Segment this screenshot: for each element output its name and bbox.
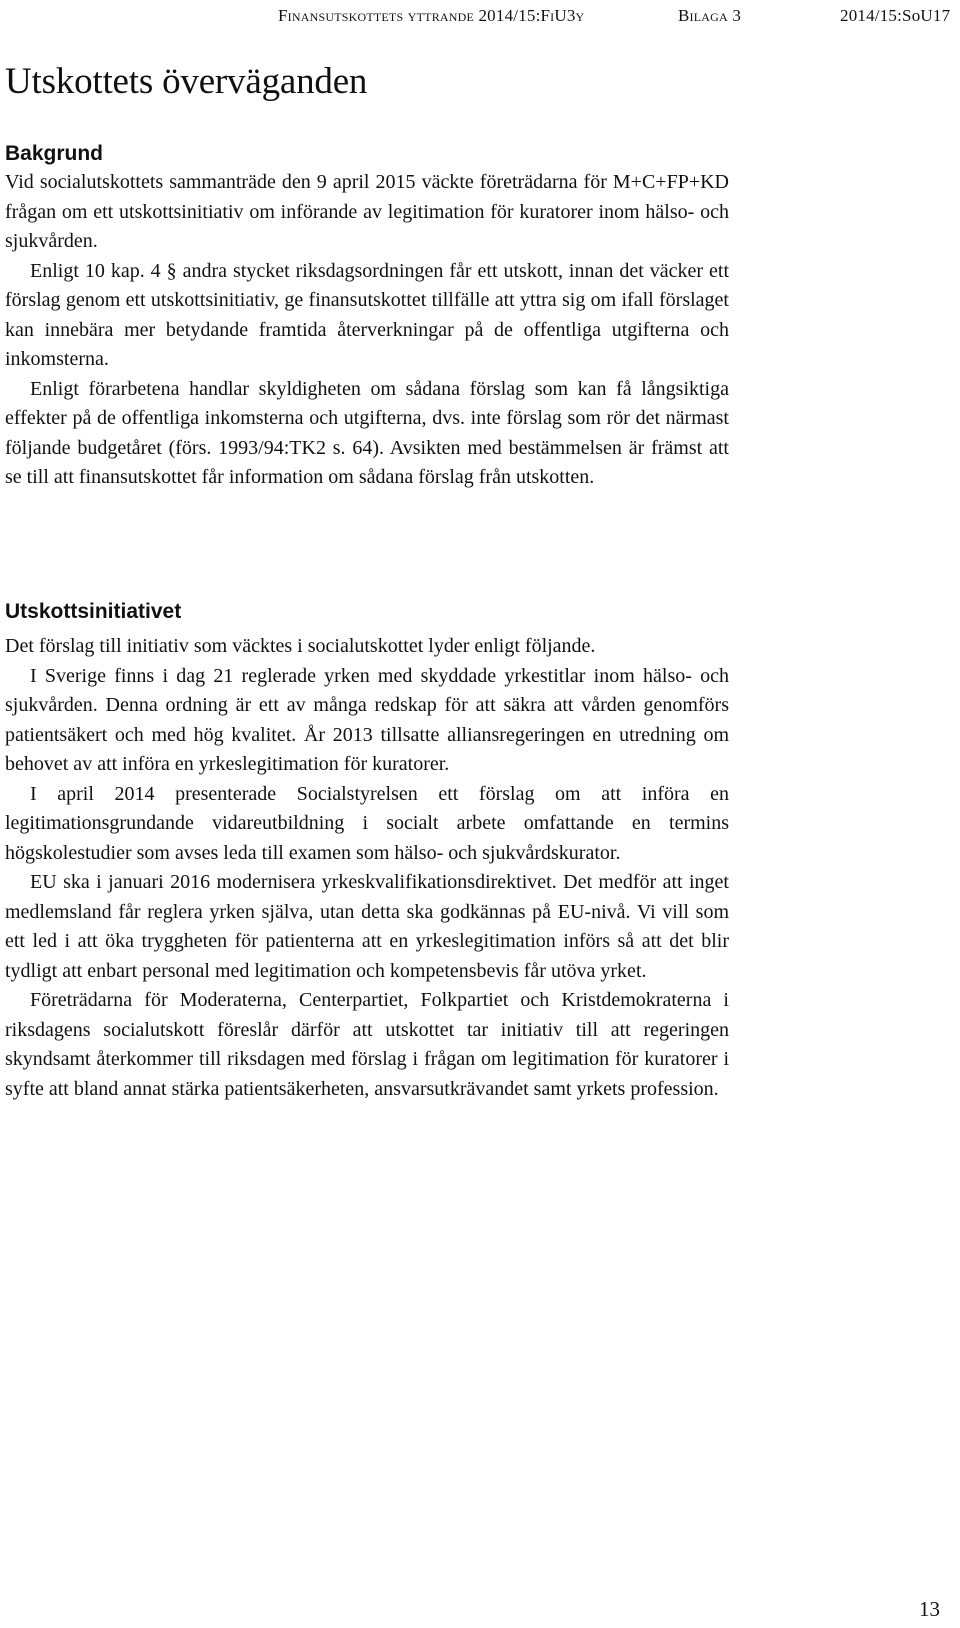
page-header [0, 6, 960, 36]
paragraph: Företrädarna för Moderaterna, Centerpartiet, Folkpartiet och Kristdemokraterna i riksdagens socialutskott föreslår därför att utskottet tar initiativ till att regeringen skyndsamt återkommer till riksdagen med förslag i frågan om legitimation för kuratorer i syfte att bland annat stärka patientsäkerheten, ansvarsutkrävandet samt yrkets profession. [5, 989, 729, 1100]
paragraph: I april 2014 presenterade Socialstyrelsen ett förslag om att införa en legitimationsgrundande vidareutbildning i socialt arbete omfattande en termins högskolestudier som avses leda till examen som hälso- och sjukvårdskurator. [5, 782, 729, 864]
section-bakgrund [5, 140, 729, 493]
header-appendix: Bilaga 3 [678, 6, 742, 25]
page-number: 13 [919, 1597, 940, 1621]
section-utskottsinitiativet [5, 598, 729, 1104]
paragraph: I Sverige finns i dag 21 reglerade yrken med skyddade yrkestitlar inom hälso- och sjukvården. Denna ordning är ett av många redskap för att säkra att vården genomförs patientsäkert och med hög kvalitet. År 2013 tillsatte alliansregeringen en utredning om behovet av att införa en yrkeslegitimation för kuratorer. [5, 664, 729, 775]
section-heading: Utskottsinitiativet [5, 600, 182, 623]
paragraph: Vid socialutskottets sammanträde den 9 april 2015 väckte företrädarna för M+C+FP+KD frågan om ett utskottsinitiativ om införande av legitimation för kuratorer inom hälso- och sjukvården. [5, 171, 729, 252]
header-report-number: 2014/15:SoU17 [840, 6, 951, 25]
page-title: Utskottets överväganden [5, 61, 368, 102]
paragraph: Enligt förarbetena handlar skyldigheten om sådana förslag som kan få långsiktiga effekter på de offentliga inkomsterna och utgifterna, dvs. inte förslag som rör det närmast följande budgetåret (förs. 1993/94:TK2 s. 64). Avsikten med bestämmelsen är främst att se till att finansutskottet får information om sådana förslag från utskotten. [5, 377, 729, 488]
header-publication: Finansutskottets yttrande 2014/15:FiU3y [278, 6, 585, 25]
section-heading: Bakgrund [5, 142, 104, 165]
paragraph: EU ska i januari 2016 modernisera yrkeskvalifikationsdirektivet. Det medför att inget medlemsland får reglera yrken själva, utan detta ska godkännas på EU-nivå. Vi vill som ett led i att öka tryggheten för patienterna att en yrkeslegitimation införs så att det blir tydligt att enbart personal med legitimation och kompetensbevis får utöva yrket. [5, 871, 729, 982]
paragraph: Enligt 10 kap. 4 § andra stycket riksdagsordningen får ett utskott, innan det väcker ett förslag genom ett utskottsinitiativ, ge finansutskottet tillfälle att yttra sig om ifall förslaget kan innebära mer betydande framtida återverkningar på de offentliga utgifterna och inkomsterna. [5, 259, 729, 370]
paragraph: Det förslag till initiativ som väcktes i socialutskottet lyder enligt följande. [5, 635, 596, 657]
